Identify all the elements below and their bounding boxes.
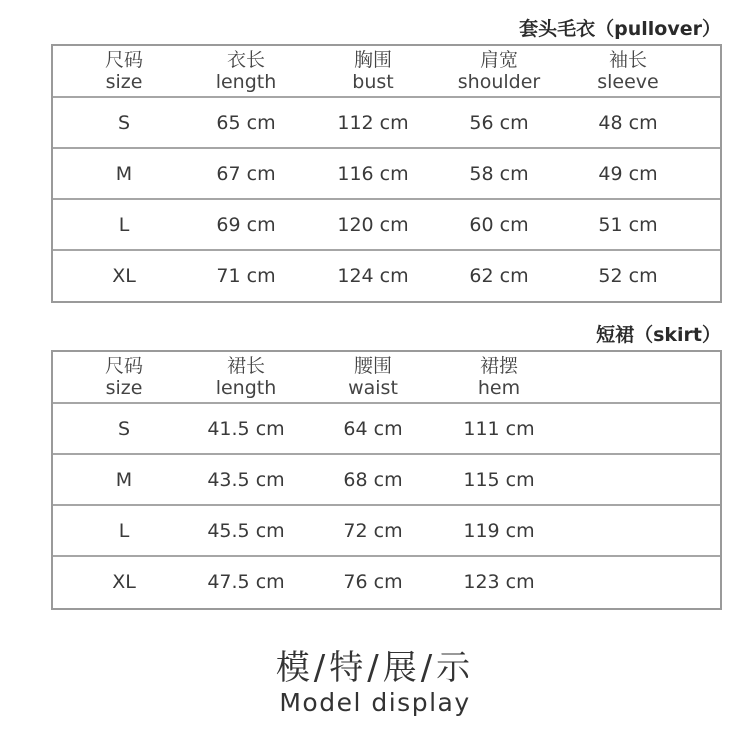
table-row [53,149,720,200]
shoulder-cell: 58 cm [469,162,529,185]
table-row [53,251,720,300]
size-cell: XL [112,264,136,287]
hem-cell: 111 cm [463,417,535,440]
sleeve-cell: 48 cm [598,111,658,134]
sleeve-cell: 51 cm [598,213,658,236]
bust-cell: 124 cm [337,264,409,287]
size-cell: L [118,519,130,542]
table-row [53,455,720,506]
skirt-size-table [51,350,722,610]
header-bust: 胸围 bust [352,49,394,93]
table-header-row [53,46,720,98]
length-cell: 67 cm [216,162,276,185]
sleeve-cell: 49 cm [598,162,658,185]
bust-cell: 116 cm [337,162,409,185]
skirt-table-title: 短裙（skirt） [596,324,721,346]
pullover-size-table [51,44,722,303]
bust-cell: 112 cm [337,111,409,134]
table-row [53,200,720,251]
waist-cell: 72 cm [343,519,403,542]
length-cell: 71 cm [216,264,276,287]
header-shoulder: 肩宽 shoulder [457,49,541,93]
table-row [53,98,720,149]
header-length: 裙长 length [215,355,277,399]
header-length: 衣长 length [215,49,277,93]
length-cell: 41.5 cm [207,417,285,440]
waist-cell: 76 cm [343,570,403,593]
length-cell: 69 cm [216,213,276,236]
size-cell: L [118,213,130,236]
hem-cell: 119 cm [463,519,535,542]
length-cell: 65 cm [216,111,276,134]
header-size: 尺码 size [104,355,143,399]
waist-cell: 64 cm [343,417,403,440]
header-hem: 裙摆 hem [477,355,521,399]
sleeve-cell: 52 cm [598,264,658,287]
size-cell: XL [112,570,136,593]
shoulder-cell: 56 cm [469,111,529,134]
table-row [53,557,720,606]
table-header-row [53,352,720,404]
waist-cell: 68 cm [343,468,403,491]
shoulder-cell: 62 cm [469,264,529,287]
size-cell: M [115,468,133,491]
size-cell: S [117,111,131,134]
hem-cell: 115 cm [463,468,535,491]
size-cell: S [117,417,131,440]
shoulder-cell: 60 cm [469,213,529,236]
header-waist: 腰围 waist [348,355,398,399]
header-size: 尺码 size [104,49,143,93]
bust-cell: 120 cm [337,213,409,236]
length-cell: 47.5 cm [207,570,285,593]
length-cell: 45.5 cm [207,519,285,542]
table-row [53,506,720,557]
size-cell: M [115,162,133,185]
length-cell: 43.5 cm [207,468,285,491]
model-display-heading-zh: 模/特/展/示 [275,648,475,688]
pullover-table-title: 套头毛衣（pullover） [519,18,721,40]
header-sleeve: 袖长 sleeve [597,49,659,93]
hem-cell: 123 cm [463,570,535,593]
table-row [53,404,720,455]
model-display-heading-en: Model display [279,688,471,717]
